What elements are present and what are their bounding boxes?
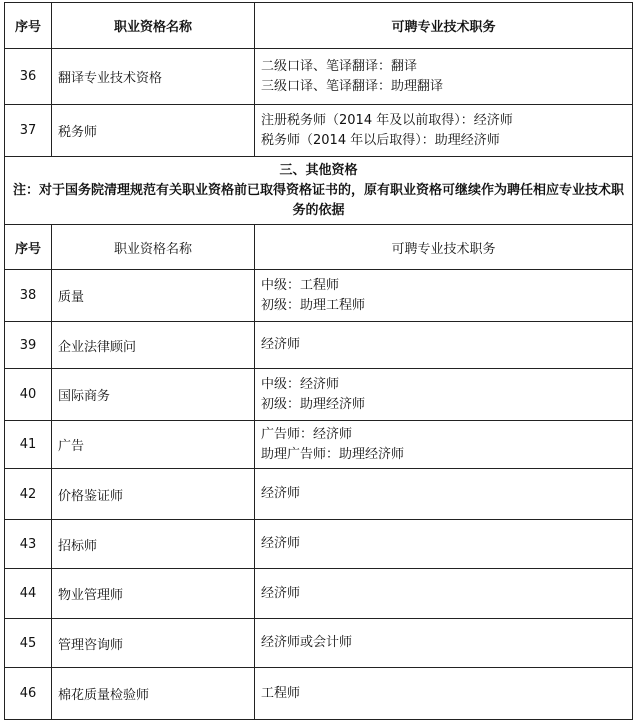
table-row: [5, 270, 633, 322]
section-cell: [5, 157, 633, 225]
row-no: 46: [5, 668, 52, 720]
row-job-line: 广告师：经济师: [261, 426, 353, 442]
table-row: [5, 619, 633, 668]
row-job: [255, 421, 633, 469]
row-job-line: 中级：工程师: [261, 277, 340, 293]
row-no: 36: [5, 49, 52, 105]
row-no: 45: [5, 619, 52, 668]
row-no: 44: [5, 569, 52, 619]
header-no: 序号: [5, 3, 52, 49]
table-row: [5, 49, 633, 105]
row-no: 40: [5, 369, 52, 421]
row-job-line: 税务师（2014 年以后取得）：助理经济师: [261, 132, 500, 148]
row-name: 物业管理师: [52, 569, 255, 619]
row-job-line: 初级：助理工程师: [261, 297, 366, 313]
row-job: 经济师: [255, 469, 633, 520]
row-job: 经济师或会计师: [255, 619, 633, 668]
row-no: 42: [5, 469, 52, 520]
row-job: 经济师: [255, 322, 633, 369]
table-row: [5, 322, 633, 369]
table-row: [5, 520, 633, 569]
row-name: 国际商务: [52, 369, 255, 421]
row-name: 翻译专业技术资格: [52, 49, 255, 105]
header-name: 职业资格名称: [52, 3, 255, 49]
row-job-line: 助理广告师：助理经济师: [261, 446, 405, 462]
row-no: 39: [5, 322, 52, 369]
row-job: 工程师: [255, 668, 633, 720]
row-job: [255, 369, 633, 421]
row-no: 41: [5, 421, 52, 469]
row-job-line: 初级：助理经济师: [261, 396, 366, 412]
row-job: 经济师: [255, 520, 633, 569]
row-no: 37: [5, 105, 52, 157]
table-row: [5, 668, 633, 720]
header-name: 职业资格名称: [52, 225, 255, 270]
row-job: [255, 270, 633, 322]
row-name: 质量: [52, 270, 255, 322]
section-title: 三、其他资格: [279, 162, 358, 178]
qualification-table: [4, 2, 633, 720]
row-name: 广告: [52, 421, 255, 469]
row-job: 经济师: [255, 569, 633, 619]
table-row: [5, 105, 633, 157]
table-row: [5, 469, 633, 520]
row-job-line: 注册税务师（2014 年及以前取得）：经济师: [261, 112, 513, 128]
table-header-row: [5, 3, 633, 49]
header-job: 可聘专业技术职务: [255, 3, 633, 49]
row-name: 企业法律顾问: [52, 322, 255, 369]
table-row: [5, 569, 633, 619]
row-job: [255, 49, 633, 105]
row-name: 招标师: [52, 520, 255, 569]
table-header-row: [5, 225, 633, 270]
row-job-line: 二级口译、笔译翻译：翻译: [261, 58, 418, 74]
row-no: 43: [5, 520, 52, 569]
header-no: 序号: [5, 225, 52, 270]
row-no: 38: [5, 270, 52, 322]
row-name: 棉花质量检验师: [52, 668, 255, 720]
row-name: 价格鉴证师: [52, 469, 255, 520]
row-job-line: 三级口译、笔译翻译：助理翻译: [261, 78, 444, 94]
table-row: [5, 369, 633, 421]
header-job: 可聘专业技术职务: [255, 225, 633, 270]
row-name: 税务师: [52, 105, 255, 157]
section-row: [5, 157, 633, 225]
section-note: 注：对于国务院清理规范有关职业资格前已取得资格证书的，原有职业资格可继续作为聘任相应专业技术职务的依据: [12, 182, 624, 218]
table-row: [5, 421, 633, 469]
row-job-line: 中级：经济师: [261, 376, 340, 392]
row-name: 管理咨询师: [52, 619, 255, 668]
row-job: [255, 105, 633, 157]
